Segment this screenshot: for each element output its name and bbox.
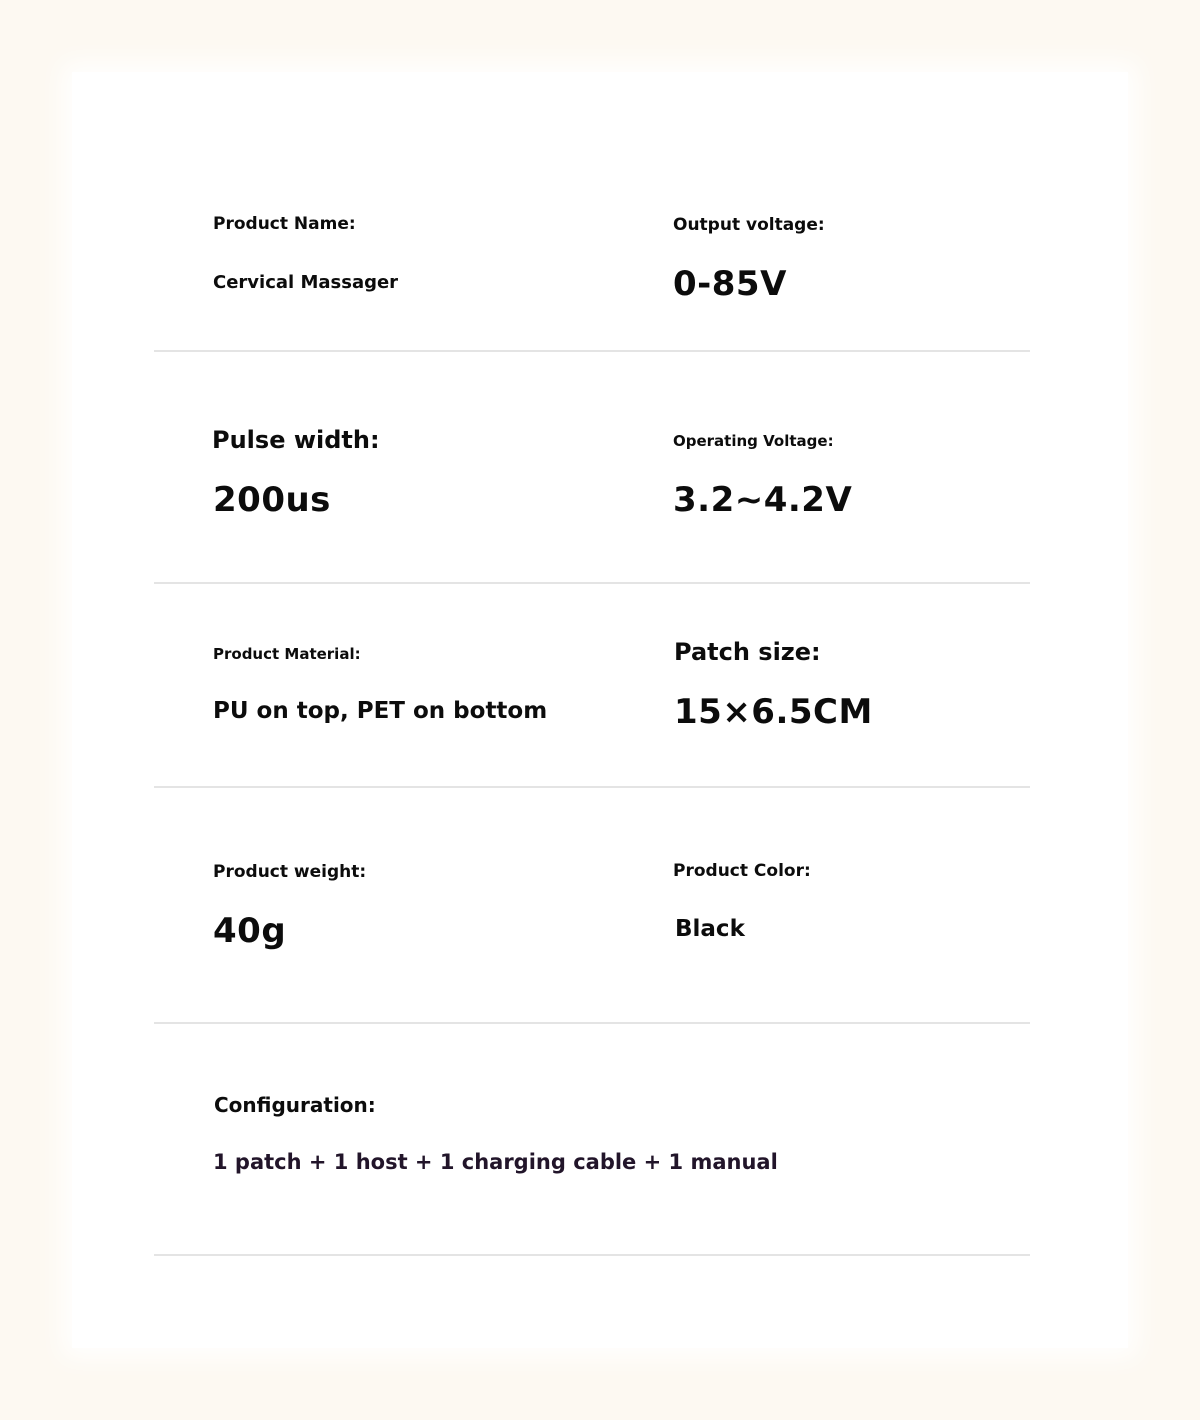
output-voltage-label: Output voltage: <box>673 215 825 235</box>
patch-size-value: 15×6.5CM <box>674 692 873 732</box>
pulse-width-label: Pulse width: <box>212 426 380 454</box>
output-voltage-value: 0-85V <box>673 264 787 304</box>
product-weight-value: 40g <box>213 911 287 951</box>
row-divider-2 <box>154 582 1030 584</box>
product-material-value: PU on top, PET on bottom <box>213 698 548 724</box>
row-divider-5 <box>154 1254 1030 1256</box>
row-divider-3 <box>154 786 1030 788</box>
product-color-value: Black <box>675 916 745 942</box>
product-material-label: Product Material: <box>213 645 361 663</box>
row-divider-1 <box>154 350 1030 352</box>
pulse-width-value: 200us <box>213 480 331 520</box>
product-weight-label: Product weight: <box>213 862 367 882</box>
configuration-value: 1 patch + 1 host + 1 charging cable + 1 manual <box>213 1150 778 1174</box>
product-name-value: Cervical Massager <box>213 272 399 293</box>
operating-voltage-label: Operating Voltage: <box>673 432 834 450</box>
product-name-label: Product Name: <box>213 214 356 234</box>
configuration-label: Configuration: <box>214 1093 376 1117</box>
row-divider-4 <box>154 1022 1030 1024</box>
product-color-label: Product Color: <box>673 861 811 881</box>
operating-voltage-value: 3.2~4.2V <box>673 480 853 520</box>
patch-size-label: Patch size: <box>674 638 821 666</box>
